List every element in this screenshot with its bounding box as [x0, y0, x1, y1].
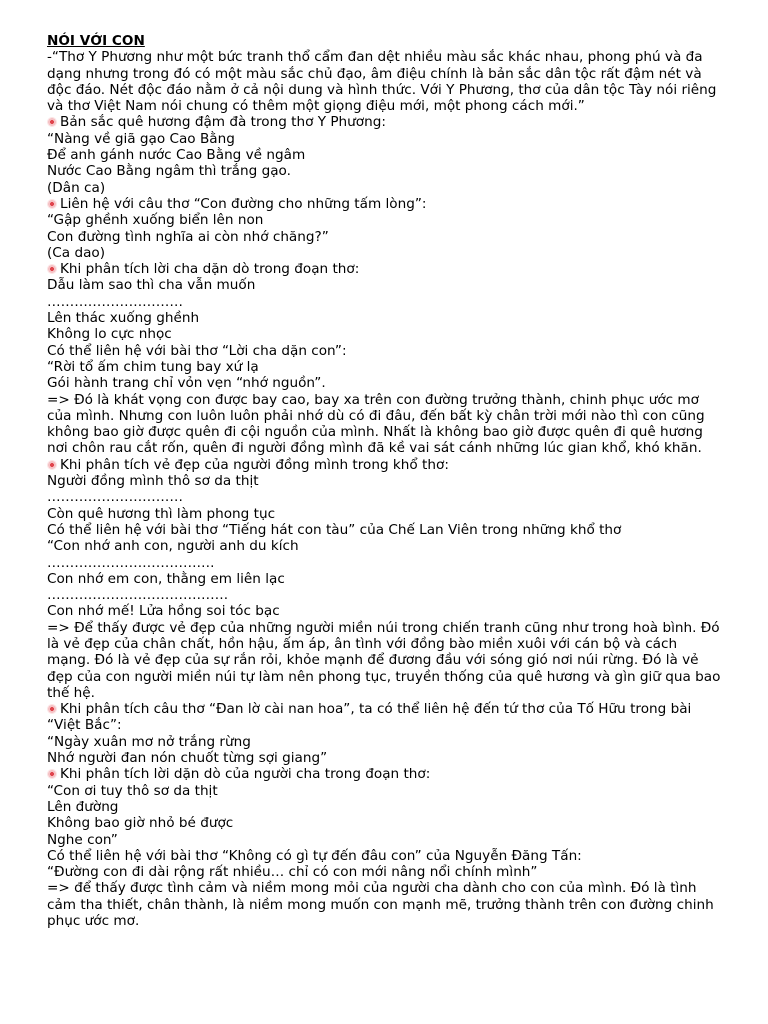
intro-paragraph: -“Thơ Y Phương như một bức tranh thổ cẩm đan dệt nhiều màu sắc khác nhau, phong phú và đa dạng nhưng trong đó có một màu sắc chủ đạo, âm điệu chính là bản sắc dân tộc rất đậm nét và độc đáo. Nét độc đáo nằm ở cả nội dung và hình thức. Với Y Phương, thơ của dân tộc Tày nói riêng và thơ Việt Nam nói chung có thêm một giọng điệu mới, một phong cách mới.” — [47, 49, 717, 115]
poem-line: Lên đường — [47, 798, 119, 815]
ellipsis-line: ………………………………. — [47, 554, 215, 571]
ellipsis-line: ………………………… — [47, 293, 183, 310]
section-heading — [47, 766, 722, 782]
bullet-icon — [47, 117, 57, 127]
bullet-icon — [47, 704, 57, 714]
bullet-icon — [47, 264, 57, 274]
section-heading — [47, 457, 722, 473]
section-heading — [47, 114, 722, 130]
text-line: Có thể liên hệ với bài thơ “Không có gì tự đến đâu con” của Nguyễn Đăng Tấn: — [47, 847, 582, 864]
poem-line: “Đường con đi dài rộng rất nhiều… chỉ có con mới nâng nổi chính mình” — [47, 864, 538, 881]
poem-line: Không lo cực nhọc — [47, 326, 172, 343]
poem-line: “Gập ghềnh xuống biển lên non — [47, 212, 264, 229]
poem-source: (Ca dao) — [47, 244, 106, 261]
poem-line: Không bao giờ nhỏ bé được — [47, 815, 234, 832]
conclusion-paragraph: => Để thấy được vẻ đẹp của những người miền núi trong chiến tranh cũng như trong hoà bình. Đó là vẻ đẹp của chân chất, hồn hậu, ấm áp, ân tình với đồng bào miền xuôi với cán bộ và cách mạng. Đó là vẻ đẹp của sự rắn rỏi, khỏe mạnh để đương đầu với sóng gió nơi núi rừng. Đó là vẻ đẹp của con người miền núi tự làm nên phong tục, truyền thống của quê hương và gìn giữ qua bao thế hệ. — [47, 619, 721, 701]
poem-line: Con nhớ mế! Lửa hồng soi tóc bạc — [47, 603, 280, 620]
poem-line: Con đường tình nghĩa ai còn nhớ chăng?” — [47, 228, 329, 245]
ellipsis-line: …………………………………. — [47, 587, 229, 604]
poem-line: “Con nhớ anh con, người anh du kích — [47, 538, 299, 555]
conclusion-paragraph: => để thấy được tình cảm và niềm mong mỏi của người cha dành cho con của mình. Đó là tình cảm tha thiết, chân thành, là niềm mong muốn con mạnh mẽ, trưởng thành trên con đường chinh phục ước mơ. — [47, 880, 714, 930]
section-heading-text: Khi phân tích lời dặn dò của người cha trong đoạn thơ: — [60, 766, 431, 783]
poem-line: Dẫu làm sao thì cha vẫn muốn — [47, 277, 256, 294]
poem-line: “Con ơi tuy thô sơ da thịt — [47, 782, 218, 799]
poem-line: Nước Cao Bằng ngâm thì trắng gạo. — [47, 163, 291, 180]
poem-source: (Dân ca) — [47, 179, 106, 196]
section-heading-text: Khi phân tích lời cha dặn dò trong đoạn thơ: — [60, 261, 360, 278]
section-heading — [47, 701, 722, 734]
text-line: Có thể liên hệ với bài thơ “Lời cha dặn con”: — [47, 342, 347, 359]
poem-line: Người đồng mình thô sơ da thịt — [47, 473, 259, 490]
poem-line: Gói hành trang chỉ vỏn vẹn “nhớ nguồn”. — [47, 375, 326, 392]
poem-line: Để anh gánh nước Cao Bằng về ngâm — [47, 147, 306, 164]
bullet-icon — [47, 460, 57, 470]
conclusion-paragraph: => Đó là khát vọng con được bay cao, bay xa trên con đường trưởng thành, chinh phục ước mơ của mình. Nhưng con luôn luôn phải nhớ dù có đi đâu, đến bất kỳ chân trời mới nào thì con cũng không bao giờ được quên đi cội nguồn của mình. Nhất là không bao giờ được quên đi quê hương nơi chôn rau cắt rốn, quên đi người đồng mình đã kề vai sát cánh những lúc gian khổ, khó khăn. — [47, 391, 705, 457]
page-title: NÓI VỚI CON — [47, 33, 145, 49]
section-heading — [47, 196, 722, 212]
ellipsis-line: ………………………… — [47, 489, 183, 506]
poem-line: Lên thác xuống ghềnh — [47, 310, 200, 327]
section-heading-text: Khi phân tích vẻ đẹp của người đồng mình trong khổ thơ: — [60, 456, 449, 473]
section-heading — [47, 261, 722, 277]
poem-line: “Rời tổ ấm chim tung bay xứ lạ — [47, 358, 259, 375]
poem-line: “Nàng về giã gạo Cao Bằng — [47, 130, 235, 147]
bullet-icon — [47, 199, 57, 209]
section-heading-text: Bản sắc quê hương đậm đà trong thơ Y Phương: — [60, 114, 386, 131]
section-heading-text: Liên hệ với câu thơ “Con đường cho những tấm lòng”: — [60, 195, 427, 212]
poem-line: Nghe con” — [47, 831, 118, 848]
poem-line: Còn quê hương thì làm phong tục — [47, 505, 276, 522]
poem-line: Con nhớ em con, thằng em liên lạc — [47, 570, 285, 587]
text-line: Có thể liên hệ với bài thơ “Tiếng hát con tàu” của Chế Lan Viên trong những khổ thơ — [47, 521, 622, 538]
document-body — [47, 33, 722, 929]
poem-line: Nhớ người đan nón chuốt từng sợi giang” — [47, 750, 328, 767]
poem-line: “Ngày xuân mơ nở trắng rừng — [47, 733, 251, 750]
section-heading-text: Khi phân tích câu thơ “Đan lờ cài nan hoa”, ta có thể liên hệ đến tứ thơ của Tố Hữu trong bài “Việt Bắc”: — [47, 701, 692, 734]
bullet-icon — [47, 769, 57, 779]
